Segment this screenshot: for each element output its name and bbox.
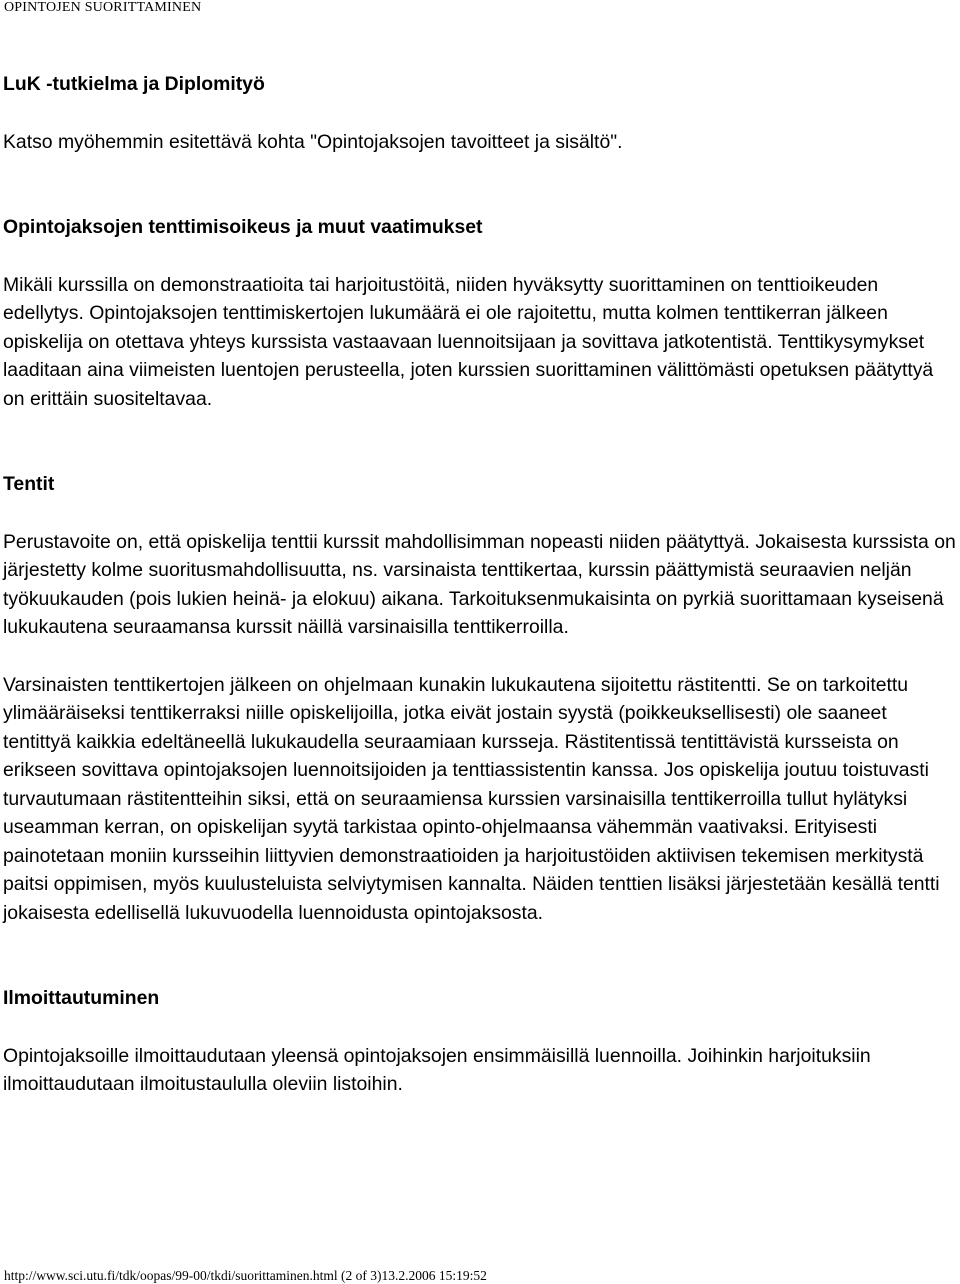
heading-luk-tutkielma: LuK -tutkielma ja Diplomityö	[3, 73, 265, 95]
paragraph-ilmoittautuminen: Opintojaksoille ilmoittaudutaan yleensä opintojaksojen ensimmäisillä luennoilla. Joihinkin harjoituksiin ilmoittaudutaan ilmoitustaululla oleviin listoihin.	[3, 1044, 871, 1095]
spacer	[3, 413, 958, 470]
spacer	[3, 642, 958, 671]
paragraph-luk-tutkielma: Katso myöhemmin esitettävä kohta "Opintojaksojen tavoitteet ja sisältö".	[3, 130, 623, 153]
print-footer-url: http://www.sci.utu.fi/tdk/oopas/99-00/tkdi/suorittaminen.html (2 of 3)13.2.2006 15:19:52	[4, 1268, 487, 1283]
spacer	[3, 499, 958, 528]
spacer	[3, 242, 958, 271]
heading-tenttimisoikeus: Opintojaksojen tenttimisoikeus ja muut vaatimukset	[3, 216, 483, 238]
paragraph-tenttimisoikeus: Mikäli kurssilla on demonstraatioita tai harjoitustöitä, niiden hyväksytty suorittaminen on tenttioikeuden edellytys. Opintojaksojen tenttimiskertojen lukumäärä ei ole rajoitettu, mutta kolmen tenttikerran jälkeen opiskelija on otettava yhteys kurssista vastaavaan luennoitsijaan ja sovittava jatkotentistä. Tenttikysymykset laaditaan aina viimeisten luentojen perusteella, joten kurssien suorittaminen välittömästi opetuksen päätyttyä on erittäin suositeltavaa.	[3, 273, 934, 410]
spacer	[3, 1013, 958, 1042]
paragraph-tentit-2: Varsinaisten tenttikertojen jälkeen on ohjelmaan kunakin lukukautena sijoitettu rästitentti. Se on tarkoitettu ylimääräiseksi tenttikerraksi niille opiskelijoilla, jotka eivät jostain syystä (poikkeuksellisesti) ole saaneet tentittyä kaikkia edeltäneellä lukukaudella seuraamiaan kursseja. Rästitentissä tentittävistä kursseista on erikseen sovittava opintojaksojen luennoitsijoiden ja tenttiassistentin kanssa. Jos opiskelija joutuu toistuvasti turvautumaan rästitentteihin siksi, että on seuraamiensa kurssien varsinaisilla tenttikerroilla tullut hylätyksi useamman kerran, on opiskelijan syytä tarkistaa opinto-ohjelmaansa vähemmän vaativaksi. Erityisesti painotetaan moniin kursseihin liittyvien demonstraatioiden ja harjoitustöiden aktiivisen tekemisen merkitystä paitsi oppimisen, myös kuulusteluista selviytymisen kannalta. Näiden tenttien lisäksi järjestetään kesällä tentti jokaisesta edellisellä lukuvuodella luennoidusta opintojaksosta.	[3, 673, 940, 924]
print-header-title: OPINTOJEN SUORITTAMINEN	[4, 0, 202, 15]
heading-tentit: Tentit	[3, 473, 55, 495]
paragraph-tentit-1: Perustavoite on, että opiskelija tenttii kurssit mahdollisimman nopeasti niiden päätyttyä. Jokaisesta kurssista on järjestetty kolme suoritusmahdollisuutta, ns. varsinaista tenttikertaa, kurssin päättymistä seuraavien neljän työkuukauden (pois lukien heinä- ja elokuu) aikana. Tarkoituksenmukaisinta on pyrkiä suorittamaan kyseisenä lukukautena seuraamansa kurssit näillä varsinaisilla tenttikerroilla.	[3, 530, 956, 638]
heading-ilmoittautuminen: Ilmoittautuminen	[3, 987, 160, 1009]
spacer	[3, 99, 958, 128]
document-body	[3, 70, 958, 1099]
spacer	[3, 156, 958, 213]
spacer	[3, 927, 958, 984]
